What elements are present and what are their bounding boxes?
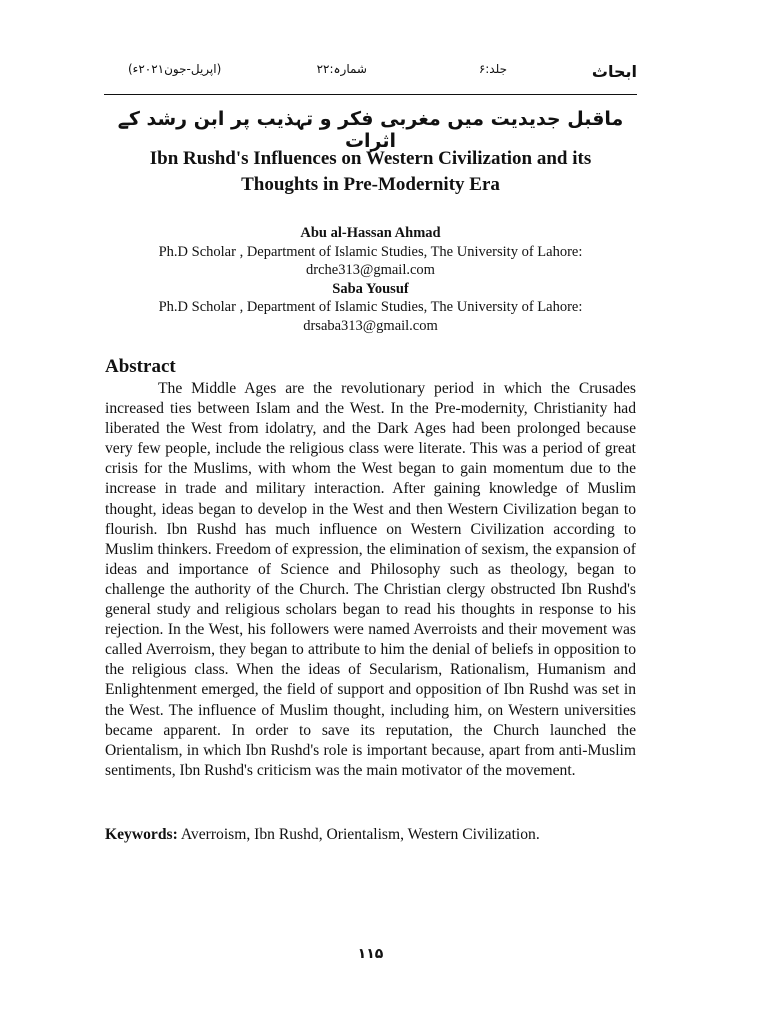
author-email: drsaba313@gmail.com xyxy=(303,317,438,334)
page-number: ۱۱۵ xyxy=(357,946,384,962)
urdu-title: ماقبل جدیدیت میں مغربی فکر و تہذیب پر ابن رشد کے اثرات xyxy=(117,108,624,152)
journal-name: ابحاث xyxy=(591,62,637,81)
author-affiliation: Ph.D Scholar , Department of Islamic Studies, The University of Lahore: xyxy=(158,299,583,316)
abstract-body xyxy=(105,379,636,781)
issue-date: (اپریل-جون۲۰۲۱ء) xyxy=(128,62,222,76)
author-affiliation: Ph.D Scholar , Department of Islamic Studies, The University of Lahore: xyxy=(158,243,583,260)
english-title xyxy=(104,146,637,198)
author-email: drche313@gmail.com xyxy=(306,262,435,279)
abstract-heading: Abstract xyxy=(105,356,176,377)
author-name: Saba Yousuf xyxy=(332,280,409,297)
english-title-line-2: Thoughts in Pre-Modernity Era xyxy=(241,174,500,195)
keywords-line xyxy=(105,826,636,844)
abstract-paragraph: The Middle Ages are the revolutionary period in which the Crusades increased ties between Islam and the West. In the Pre-modernity, Christianity had liberated the West from idolatry, and the Dark Ages had been prolonged because very few people, include the religious class were literate. This was a period of great crisis for the Muslims, with whom the West began to gain momentum due to the increase in trade and military interaction. After gaining knowledge of Muslim thought, ideas began to develop in the West and then Western Civilization began to flourish. Ibn Rushd has much influence on Western Civilization according to Muslim thinkers. Freedom of expression, the elimination of sexism, the expansion of ideas and importance of Science and Philosophy such as theology, began to challenge the authority of the Church. The Christian clergy obstructed Ibn Rushd's general study and religious scholars began to read his thoughts in response to his rejection. In the West, his followers were named Averroists and their movement was called Averroism, they began to attribute to him the denial of beliefs in opposition to the religious class. When the ideas of Secularism, Rationalism, Humanism and Enlightenment emerged, the field of support and opposition of Ibn Rushd was set in the West. The influence of Muslim thought, including him, on Western universities became apparent. In order to save its reputation, the Church launched the Orientalism, in which Ibn Rushd's role is important because, apart from anti-Muslim sentiments, Ibn Rushd's criticism was the main motivator of the movement. xyxy=(105,380,636,779)
keywords-label: Keywords: xyxy=(105,826,178,843)
author-name: Abu al-Hassan Ahmad xyxy=(300,225,441,241)
volume-label: جلد:۶ xyxy=(478,62,507,76)
issue-label: شمارہ:۲۲ xyxy=(316,62,367,76)
author-block xyxy=(104,224,637,336)
running-header xyxy=(104,56,637,95)
keywords-text: Averroism, Ibn Rushd, Orientalism, Western Civilization. xyxy=(180,826,540,843)
english-title-line-1: Ibn Rushd's Influences on Western Civilization and its xyxy=(149,148,592,169)
